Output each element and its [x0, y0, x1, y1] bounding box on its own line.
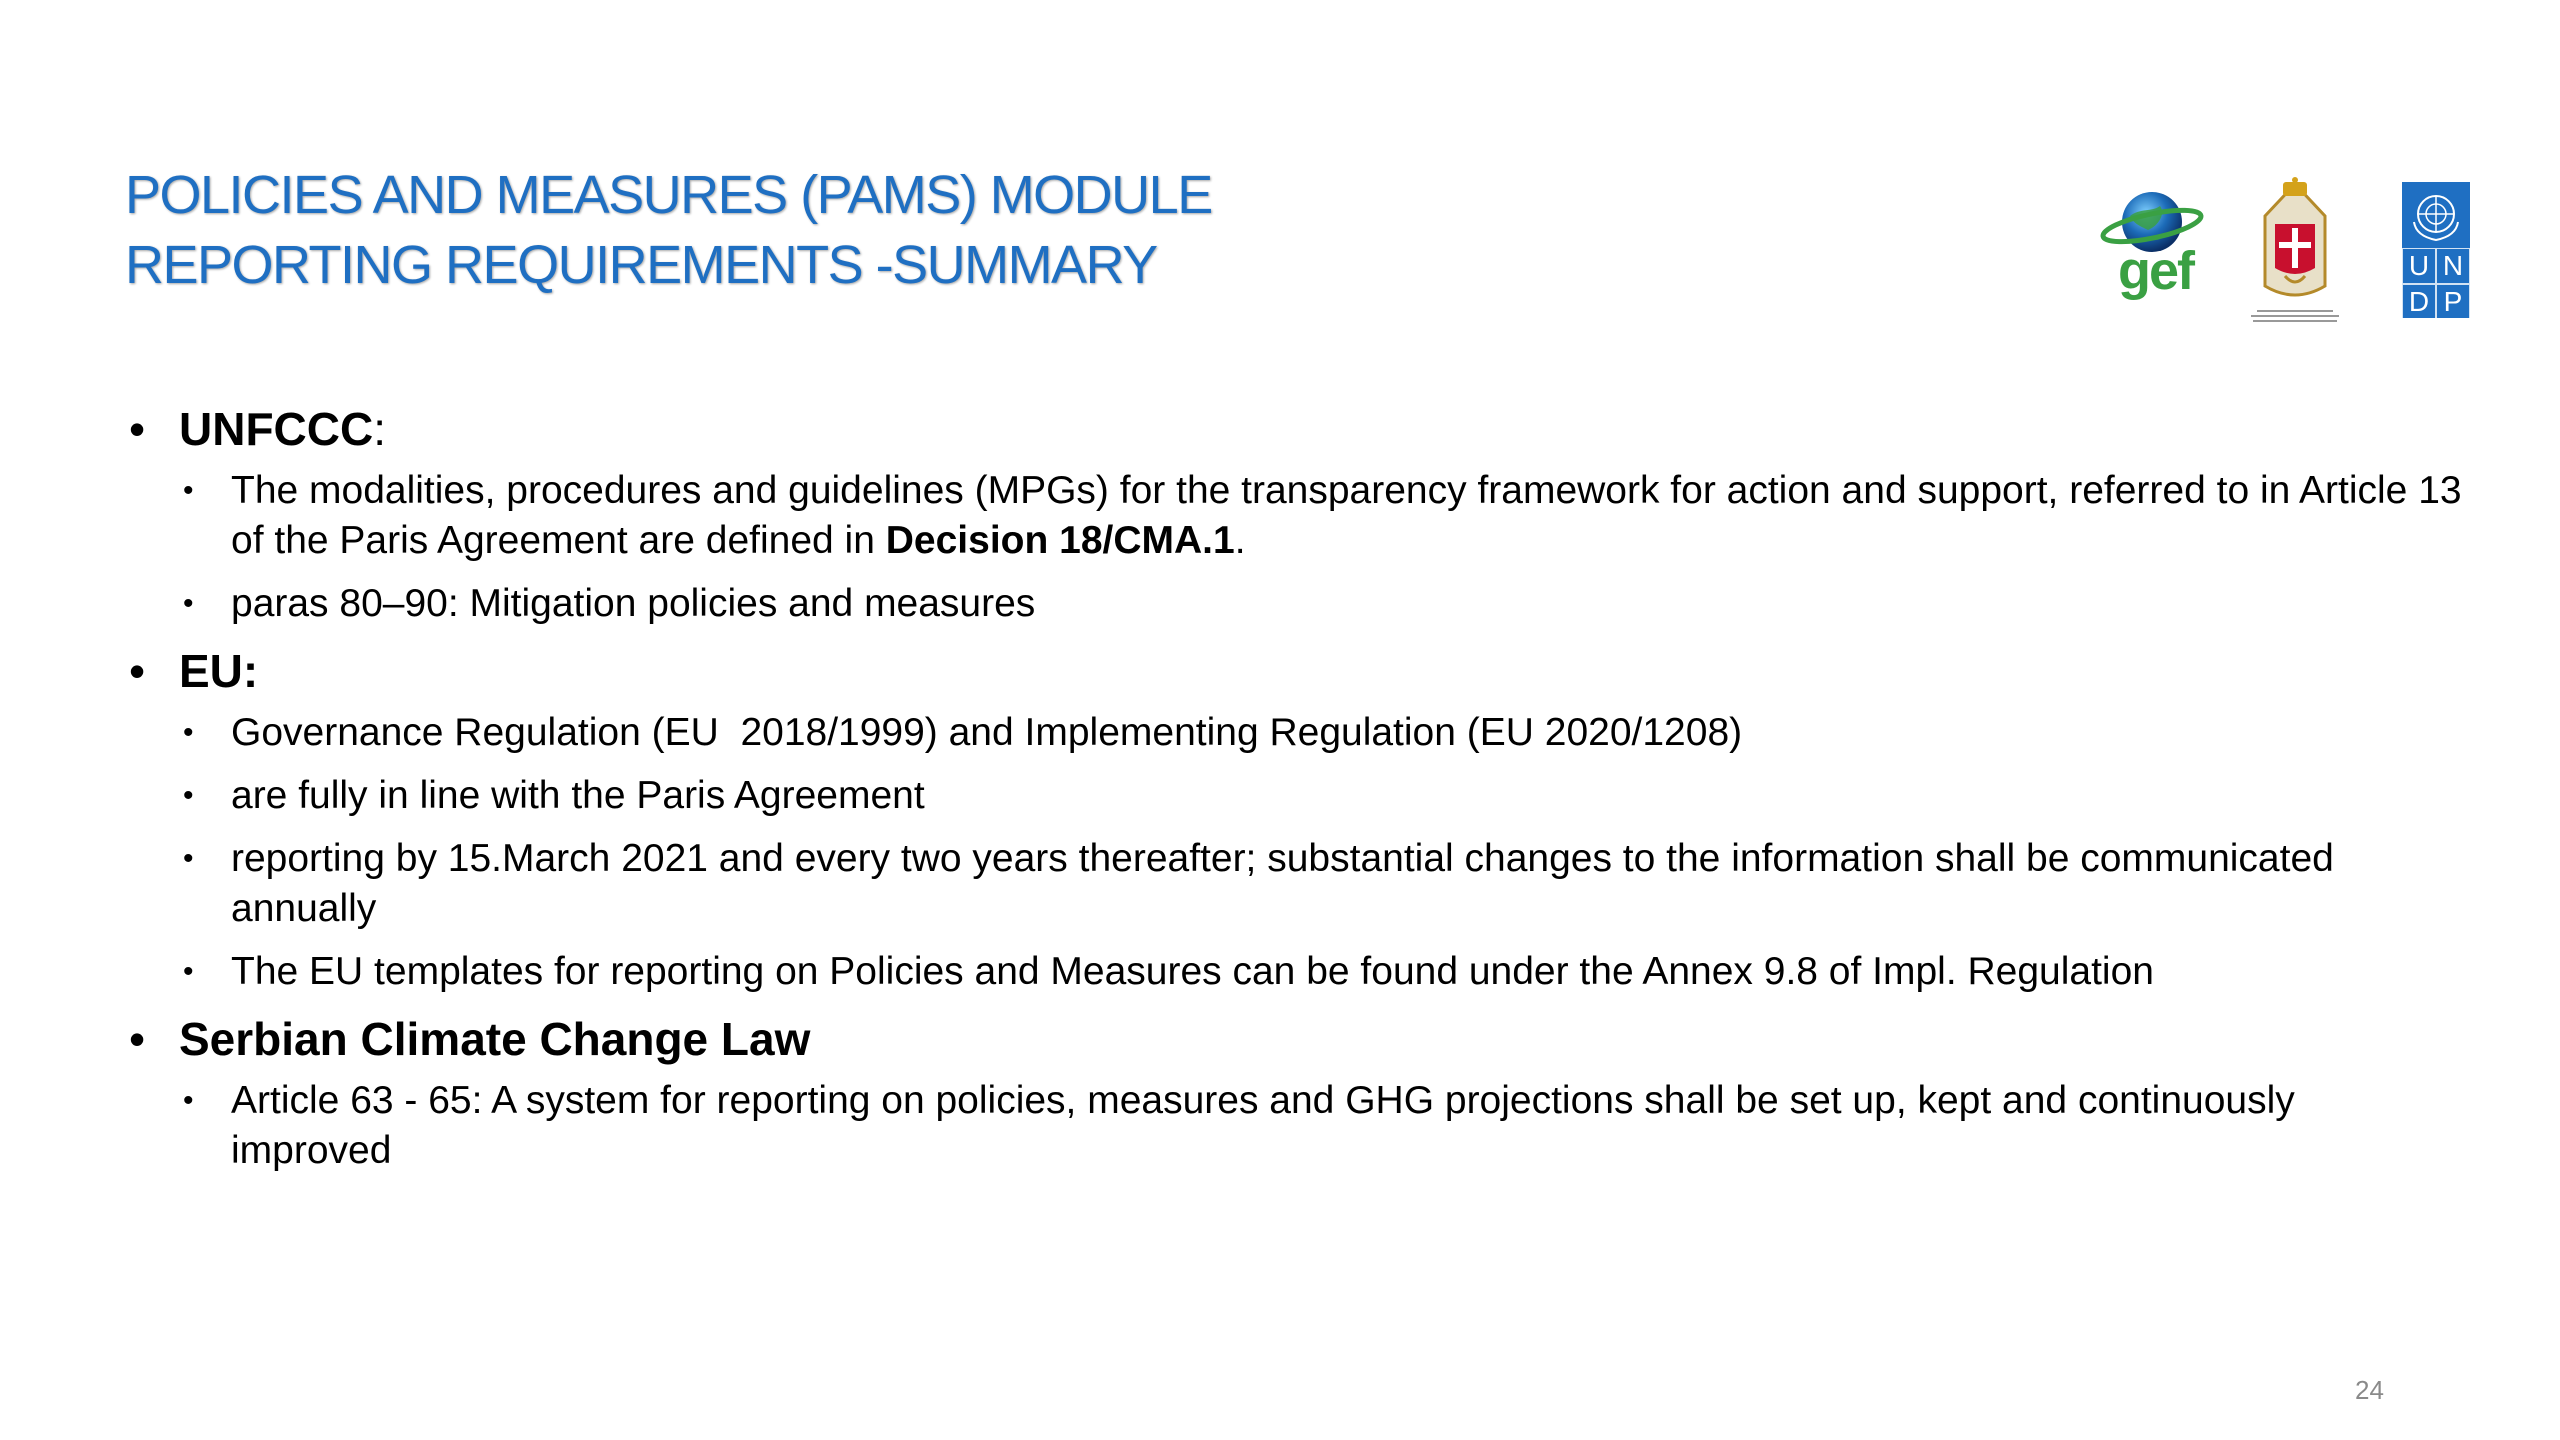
- undp-letter: U: [2402, 248, 2436, 284]
- bullet-icon: •: [183, 779, 194, 812]
- bullet-icon: •: [183, 1084, 194, 1117]
- serbia-caption-lines: [2245, 308, 2345, 325]
- page-number: 24: [2355, 1375, 2384, 1405]
- bullet-icon: •: [129, 403, 146, 455]
- item-bold-text: Decision 18/CMA.1: [885, 519, 1235, 562]
- undp-letter: D: [2402, 284, 2436, 320]
- slide-title-line-1: POLICIES AND MEASURES (PAMS) MODULE: [125, 165, 1212, 225]
- list-item: [179, 834, 2465, 934]
- slide-body: [125, 400, 2465, 1189]
- partner-logos: [2100, 176, 2470, 326]
- list-item: [179, 1076, 2465, 1176]
- bullet-icon: •: [129, 1013, 146, 1065]
- section-eu: [125, 642, 2465, 997]
- section-serbian-law: [125, 1010, 2465, 1176]
- undp-logo: [2402, 182, 2470, 318]
- bullet-icon: •: [183, 842, 194, 875]
- undp-letter: P: [2436, 284, 2470, 320]
- undp-letter: N: [2436, 248, 2470, 284]
- item-text-after: .: [1234, 519, 1246, 562]
- item-text: reporting by 15.March 2021 and every two years thereafter; substantial changes to the information shall be communicated annually: [231, 837, 2334, 930]
- list-item: [179, 579, 2465, 629]
- item-text: paras 80–90: Mitigation policies and measures: [231, 582, 1036, 625]
- sub-bullet-list: [179, 466, 2465, 629]
- section-unfccc: [125, 400, 2465, 629]
- section-heading: EU:: [179, 645, 259, 697]
- gef-wordmark: gef: [2118, 241, 2193, 301]
- section-heading: Serbian Climate Change Law: [179, 1013, 811, 1065]
- bullet-icon: •: [183, 716, 194, 749]
- coat-of-arms-icon: [2245, 176, 2345, 306]
- gef-logo: [2100, 186, 2210, 306]
- slide-title-line-2: REPORTING REQUIREMENTS -SUMMARY: [125, 235, 1157, 295]
- list-item: [179, 466, 2465, 566]
- section-heading: UNFCCC: [179, 403, 374, 455]
- bullet-icon: •: [183, 955, 194, 988]
- un-emblem-icon: [2402, 182, 2470, 246]
- list-item: [179, 708, 2465, 758]
- list-item: [179, 947, 2465, 997]
- bullet-icon: •: [183, 474, 194, 507]
- undp-badge: [2402, 182, 2470, 318]
- item-text: Article 63 - 65: A system for reporting on policies, measures and GHG projections shall be set up, kept and continuously improved: [231, 1079, 2295, 1172]
- bullet-list: [125, 400, 2465, 1176]
- undp-letters: [2402, 248, 2470, 316]
- item-text: Governance Regulation (EU 2018/1999) and Implementing Regulation (EU 2020/1208): [231, 711, 1743, 754]
- item-text: The EU templates for reporting on Policies and Measures can be found under the Annex 9.8 of Impl. Regulation: [231, 950, 2154, 993]
- bullet-icon: •: [129, 645, 146, 697]
- sub-bullet-list: [179, 1076, 2465, 1176]
- list-item: [179, 771, 2465, 821]
- bullet-icon: •: [183, 587, 194, 620]
- sub-bullet-list: [179, 708, 2465, 997]
- slide-title: [125, 160, 1212, 300]
- section-heading-suffix: :: [373, 403, 386, 455]
- serbia-coat-of-arms-logo: [2245, 176, 2345, 326]
- item-text: are fully in line with the Paris Agreement: [231, 774, 925, 817]
- item-text: The modalities, procedures and guidelines (MPGs) for the transparency framework for action and support, referred to in Article 13 of the Paris Agreement are defined in: [231, 469, 2462, 562]
